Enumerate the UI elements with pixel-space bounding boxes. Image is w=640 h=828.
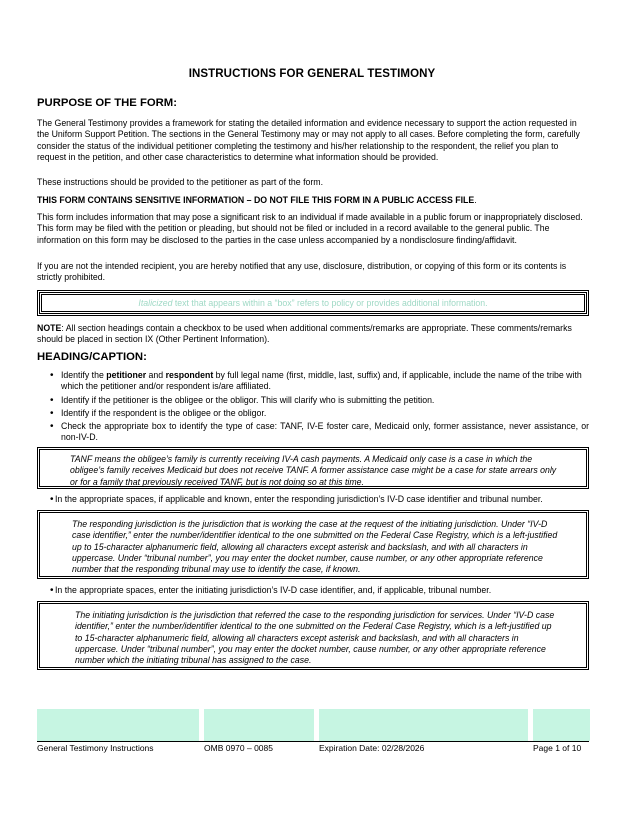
footer-omb: OMB 0970 – 0085 — [204, 743, 273, 753]
responding-info-text: The responding jurisdiction is the jurisdiction that is working the case at the request of the initiating jurisdiction. Under “IV-D case identifier,” enter the number/identifier identical to the one submitted on the Federal Case Registry, which is a left-justified up to 15-character alphanumeric field, allowing all characters except asterisk and backslash, and with all characters in uppercase. Under “tribunal number”, you may enter the docket number, cause number, or any other appropriate reference number that the responding tribunal may use to identify the case, if known. — [72, 519, 558, 575]
bullet-case-type: • Check the appropriate box to identify the type of case: TANF, IV-E foster care, Medicaid only, former assistance, never assistance, or non-IV-D. — [37, 421, 589, 444]
sensitive-warning-text: THIS FORM CONTAINS SENSITIVE INFORMATION – DO NOT FILE THIS FORM IN A PUBLIC ACCESS FILE — [37, 195, 475, 205]
note-text: : All section headings contain a checkbox to be used when additional comments/remarks are appropriate. These comments/remarks should be placed in section IX (Other Pertinent Information). — [37, 323, 572, 345]
bullet-petitioner-role: • Identify if the petitioner is the obligee or the obligor. This will clarify who is submitting the petition. — [37, 395, 589, 406]
note-paragraph — [37, 323, 589, 346]
sensitive-warning: THIS FORM CONTAINS SENSITIVE INFORMATION – DO NOT FILE THIS FORM IN A PUBLIC ACCESS FILE. — [37, 195, 477, 205]
footer-expiration: Expiration Date: 02/28/2026 — [319, 743, 425, 753]
footer-rule — [37, 741, 589, 742]
footer-page-number: Page 1 of 10 — [533, 743, 582, 753]
footer-title: General Testimony Instructions — [37, 743, 154, 753]
bullet-responding-jurisdiction: • In the appropriate spaces, if applicable and known, enter the responding jurisdiction’s IV-D case identifier and tribunal number. — [37, 494, 589, 505]
bullet-identify-parties: • Identify the petitioner and respondent by full legal name (first, middle, last, suffix) and, if applicable, include the name of the tribe with which the petitioner and/or respondent is/are affiliated. — [37, 370, 589, 393]
responding-bullet-list — [37, 494, 589, 507]
footer-field-1 — [37, 709, 199, 741]
initiating-bullet-list — [37, 585, 589, 598]
purpose-paragraph-3: This form includes information that may pose a significant risk to an individual if made available in a public forum or inappropriately disclosed. This form may be filed with the petition or pleading, but should not be filed or included in a record available to the general public. The information on this form may be disclosed to the parties in the case unless accompanied by a nondisclosure finding/affidavit. — [37, 212, 583, 245]
heading-caption-heading: HEADING/CAPTION: — [37, 351, 147, 363]
purpose-heading: PURPOSE OF THE FORM: — [37, 97, 177, 109]
initiating-info-text: The initiating jurisdiction is the jurisdiction that referred the case to the responding jurisdiction for services. Under “IV-D case identifier,” enter the number/identifier identical to the one submitted on the Federal Case Registry, which is a left-justified up to 15-character alphanumeric field, allowing all characters except asterisk and backslash, and with all characters in uppercase. Under “tribunal number”, you may enter the docket number, cause number, or any other appropriate reference number which the initiating tribunal has assigned to the case. — [75, 610, 555, 666]
footer-field-4 — [533, 709, 590, 741]
bullet-initiating-jurisdiction: • In the appropriate spaces, enter the initiating jurisdiction’s IV-D case identifier, and, if applicable, tribunal number. — [37, 585, 589, 596]
bullet-respondent-role: • Identify if the respondent is the obligee or the obligor. — [37, 408, 589, 419]
caption-bullet-list — [37, 370, 589, 446]
responding-info-box — [37, 510, 589, 579]
tanf-info-text: TANF means the obligee’s family is currently receiving IV-A cash payments. A Medicaid only case is a case in which the obligee’s family receives Medicaid but does not receive TANF. A former assistance case might be a case for state arrears only or for a family that previously received TANF, but is not doing so at this time. — [70, 454, 557, 487]
policy-note-box — [37, 290, 589, 316]
purpose-paragraph-4: If you are not the intended recipient, you are hereby notified that any use, disclosure, distribution, or copying of this form or its contents is strictly prohibited. — [37, 261, 567, 283]
policy-note-text: text that appears within a “box” refers to policy or provides additional information. — [172, 298, 488, 308]
initiating-info-box — [37, 601, 589, 670]
purpose-paragraph-1: The General Testimony provides a framework for stating the detailed information and evidence necessary to support the action requested in the Uniform Support Petition. The sections in the General Testimony may or may not apply to all cases. Before completing the form, carefully consider the status of the individual petitioner completing the testimony and his/her relationship to the respondent, the relief you plan to request in the petition, and other case characteristics to determine what information should be provided. — [37, 118, 580, 163]
page-title: INSTRUCTIONS FOR GENERAL TESTIMONY — [188, 68, 436, 80]
tanf-info-box — [37, 447, 589, 489]
policy-note-italic: Italicized — [138, 298, 173, 308]
footer-field-2 — [204, 709, 314, 741]
footer-field-3 — [319, 709, 528, 741]
note-label: NOTE — [37, 323, 62, 333]
purpose-paragraph-2: These instructions should be provided to the petitioner as part of the form. — [37, 177, 323, 187]
